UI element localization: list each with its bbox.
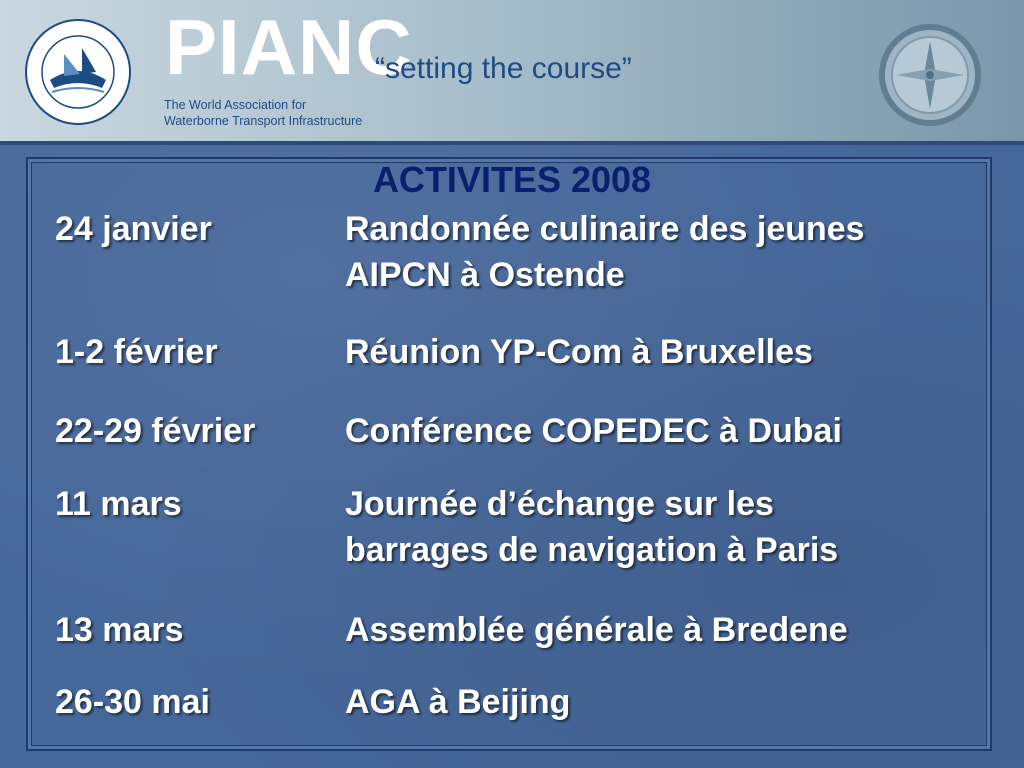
description-line: AIPCN à Ostende (345, 256, 625, 294)
description-line: Réunion YP-Com à Bruxelles (345, 333, 813, 371)
activity-description (345, 481, 838, 573)
header-banner (0, 0, 1024, 145)
description-line: barrages de navigation à Paris (345, 531, 839, 569)
activity-description (345, 206, 865, 298)
activity-description (345, 679, 570, 725)
activity-date: 22-29 février (55, 412, 256, 450)
description-line: Randonnée culinaire des jeunes (345, 210, 865, 248)
activity-date: 11 mars (55, 485, 182, 523)
activity-date: 26-30 mai (55, 683, 210, 721)
association-line-1: The World Association for (164, 98, 307, 112)
logo-wordmark: PIANC (165, 3, 413, 91)
description-line: Conférence COPEDEC à Dubai (345, 412, 842, 450)
tagline: “setting the course” (375, 52, 632, 85)
description-line: Journée d’échange sur les (345, 485, 774, 523)
slide-title: ACTIVITES 2008 (372, 159, 652, 200)
compass-icon (870, 15, 990, 135)
activity-description (345, 329, 813, 375)
activity-date: 24 janvier (55, 210, 212, 248)
activity-description (345, 408, 842, 454)
activity-date: 1-2 février (55, 333, 218, 371)
association-line-2: Waterborne Transport Infrastructure (164, 113, 363, 128)
activity-date: 13 mars (55, 611, 184, 649)
association-name (164, 98, 362, 129)
activity-description (345, 607, 848, 653)
pianc-seal-logo (24, 18, 132, 126)
description-line: Assemblée générale à Bredene (345, 611, 848, 649)
description-line: AGA à Beijing (345, 683, 571, 721)
